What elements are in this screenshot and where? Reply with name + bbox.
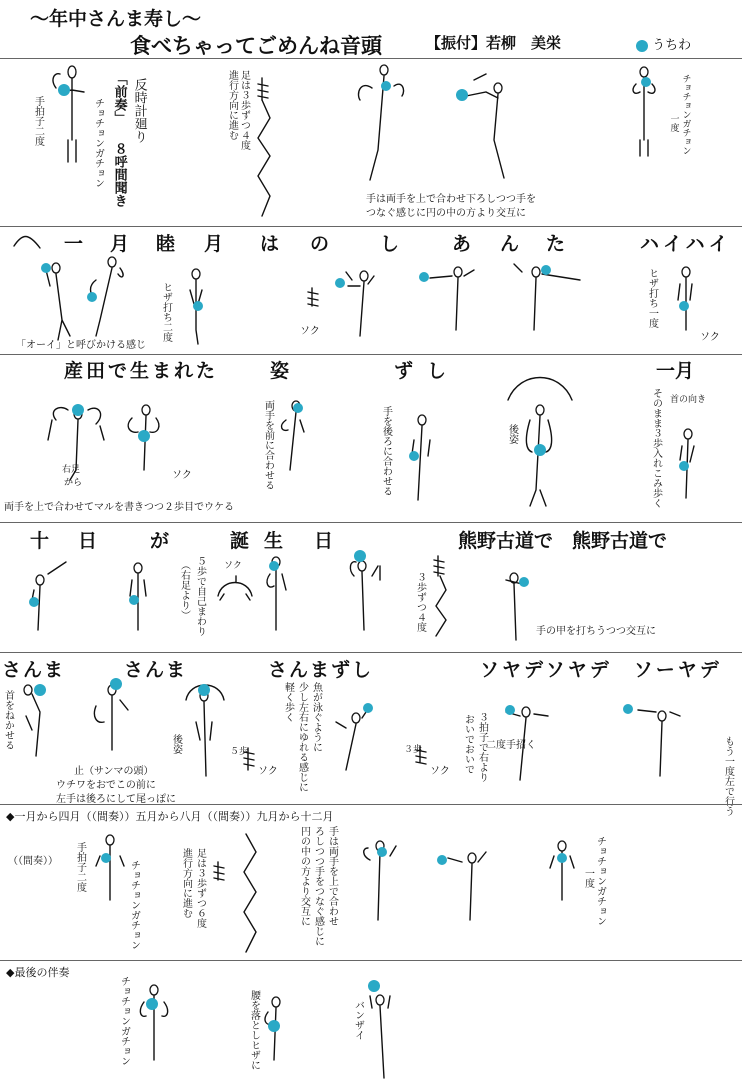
lyric-char: が (150, 530, 170, 552)
note: 手を後ろに合わせる (380, 406, 392, 496)
lyric-char: 睦 (156, 233, 176, 255)
figure-hiza2 (678, 267, 692, 330)
lyric: 産田で生まれた (64, 360, 219, 382)
note: バンザイ (352, 1000, 364, 1040)
lyric: 姿 (270, 360, 290, 382)
lyric-char: ん (500, 233, 520, 255)
note: 一度 (582, 868, 594, 888)
note: 右足 (62, 465, 81, 475)
note: 「前奏」 (111, 72, 127, 124)
note: 腰を落としヒザに (248, 990, 260, 1070)
note: （右足より） (178, 560, 190, 620)
note: もう一度左で行う (722, 736, 734, 816)
note: 少し左右にゆれる感じに (296, 682, 308, 792)
figure-soku-1 (308, 288, 318, 306)
section-heading: ◆一月から四月（（間奏））五月から八月（（間奏））九月から十二月 (6, 810, 334, 823)
note: ５歩で自己まわり (194, 556, 206, 636)
lyric-char: た (546, 233, 566, 255)
figure-chochon-3 (140, 985, 167, 1060)
divider (0, 652, 742, 653)
figure-banzai (368, 980, 390, 1078)
note: 手は両手を上で合わせ (326, 826, 338, 926)
note: ５歩 (230, 747, 249, 757)
figure-bend (267, 557, 286, 630)
figure-arms-up-2 (364, 841, 396, 920)
caption: 手の甲を打ちうつつ交互に (536, 626, 656, 637)
note: チョチョンガチョン (118, 976, 130, 1066)
note: 手拍子二度 (74, 842, 86, 892)
note: チョチョンガチョン (92, 98, 104, 188)
legend-label: うちわ (652, 38, 692, 53)
figure-chochon-2 (550, 841, 574, 900)
figure-repeat (623, 704, 680, 776)
note: ヒザ打ち二度 (160, 282, 172, 342)
figure-zigzag (214, 834, 256, 952)
divider (0, 960, 742, 961)
figure-swim (336, 703, 373, 770)
figure-clap-2 (96, 835, 124, 900)
divider (0, 804, 742, 805)
lyric-char: 誕 (230, 530, 250, 552)
note: ３歩ずつ４度 (414, 572, 426, 632)
figure-arms-out (456, 74, 504, 178)
section-heading: ◆最後の伴奏 (6, 966, 70, 979)
figure-reach (514, 264, 580, 330)
note: 手拍子二度 (32, 96, 44, 146)
divider (0, 354, 742, 355)
caption: 止（サンマの頭） (74, 766, 154, 777)
lyric-char: 生 (264, 530, 284, 552)
note: ソク (300, 326, 320, 337)
lyric-char: 日 (314, 530, 334, 552)
note: チョチョンガチョン (594, 836, 606, 926)
lyric-char: 一 (64, 233, 84, 255)
figure-walk (679, 429, 694, 498)
caption: 左手は後ろにして尾っぽに (56, 794, 176, 805)
note: ろしつつ手をつなぐ感じに (312, 826, 324, 946)
lyric-end: 熊野古道で 熊野古道で (458, 530, 668, 552)
note: ソク (700, 332, 720, 343)
note: 両手を前に合わせる (262, 400, 274, 490)
note: 二度手招く (486, 740, 536, 751)
figure-rear-2 (186, 684, 224, 776)
note: そのまま３歩入れこみ歩く (650, 388, 662, 508)
note: 首をねかせる (2, 690, 14, 750)
lyric-end: ハイハイ (640, 233, 732, 255)
figure-spin (218, 576, 252, 600)
note: 後姿 (170, 734, 182, 754)
lyric-char: は (260, 233, 280, 255)
lyric-char: あ (452, 233, 472, 255)
choreographer: 【振付】若柳 美栄 (426, 34, 562, 52)
note: ８呼間聞き (111, 142, 127, 207)
lyric-char: 日 (78, 530, 98, 552)
divider (0, 522, 742, 523)
note: ３歩 (404, 745, 423, 755)
note: 進行方向に進む (180, 848, 192, 918)
page-title: 食べちゃってごめんね音頭 (130, 34, 382, 58)
figure-open (419, 267, 474, 330)
figure-fish-head (94, 678, 128, 750)
figure-arms-out-2 (437, 852, 486, 920)
figure-knee (265, 997, 280, 1060)
caption: ウチワをおでこの前に (56, 780, 156, 791)
figure-stand (129, 563, 146, 630)
lyric-char: し (380, 233, 400, 255)
lyric-char: の (310, 233, 330, 255)
note: 軽く歩く (282, 682, 294, 722)
divider (0, 58, 742, 59)
uchiwa-dot-icon (636, 40, 648, 52)
note: ソク (172, 470, 192, 481)
note: 後姿 (506, 424, 518, 444)
legend (636, 34, 691, 53)
lyric-char: 十 (30, 530, 50, 552)
header-subtitle: ～年中さんま寿し～ (30, 8, 202, 30)
note: 反時計廻り (131, 78, 147, 143)
lyric: さんま (2, 659, 66, 681)
note: ヒザ打ち一度 (646, 268, 658, 328)
caption: 手は両手を上で合わせ下ろしつつ手を (366, 194, 536, 205)
note: おいでおいで (462, 714, 474, 774)
note: 魚が泳ぐように (310, 682, 322, 752)
caption: 「オーイ」と呼びかける感じ (16, 340, 146, 351)
figure-back (409, 415, 430, 500)
note: チョチョンガチョン (680, 74, 691, 155)
figure-steps-3 (434, 556, 446, 636)
lyric: さんま (124, 659, 188, 681)
caption: 両手を上で合わせてマルを書きつつ２歩目でウケる (4, 502, 234, 513)
note: 円の中の方より交互に (298, 826, 310, 926)
lyric-char: 月 (110, 233, 130, 255)
lyric: さんまずし (268, 659, 374, 681)
caption: つなぐ感じに円の中の方より交互に (366, 208, 526, 219)
figure-clap (53, 66, 84, 162)
lyric: 一月 (656, 360, 695, 382)
lyric: ソヤデソヤデ ソーヤデ (480, 659, 722, 681)
figure-back-hand (506, 573, 529, 640)
note: 足は３歩ずつ４度 (238, 70, 250, 150)
figure-hiza (190, 269, 203, 344)
lyric: ずし (394, 360, 461, 382)
note: （（間奏）） (8, 856, 58, 867)
note: チョチョンガチョン (128, 860, 140, 950)
note: ソク (430, 766, 450, 777)
figure-up (350, 550, 380, 630)
note: 首の向き (670, 395, 707, 405)
figure-steps (258, 78, 270, 216)
note: 足は３歩ずつ６度 (194, 848, 206, 928)
lyric-char: 月 (204, 233, 224, 255)
note: ソク (258, 766, 278, 777)
figure-neck (24, 684, 46, 756)
figure-chochon-1 (633, 67, 655, 156)
note: 進行方向に進む (226, 70, 238, 140)
note: ３拍子で右より (476, 712, 488, 782)
figure-turn (335, 271, 374, 336)
note: 一度 (668, 114, 679, 132)
note: ソク (224, 561, 242, 571)
figure-arms-up (359, 65, 404, 180)
figure-point (29, 562, 66, 630)
note: から (64, 478, 83, 488)
figure-front (282, 401, 304, 470)
divider (0, 226, 742, 227)
